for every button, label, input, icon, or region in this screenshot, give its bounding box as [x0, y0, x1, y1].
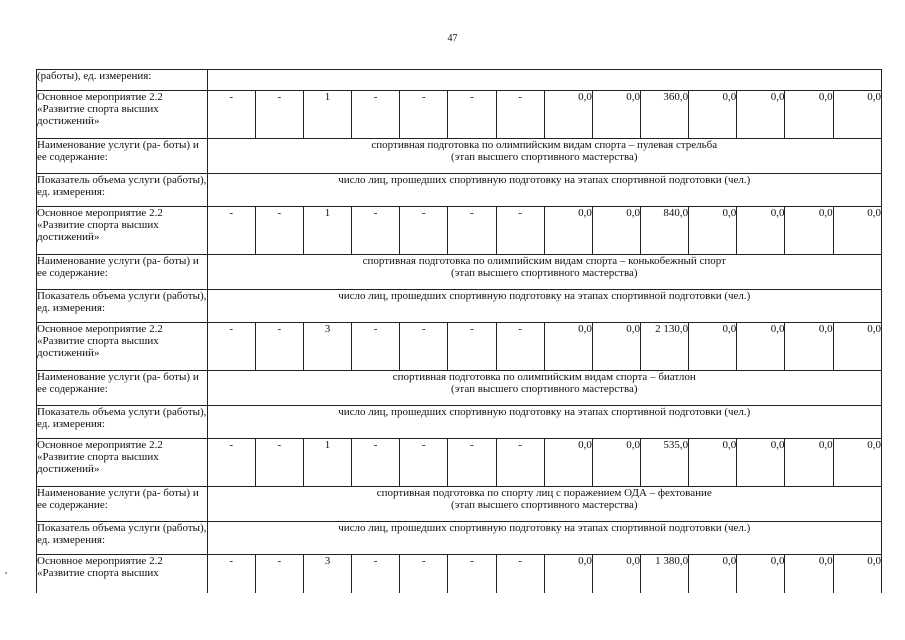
value-cell: 0,0: [544, 439, 592, 487]
value-cell: -: [400, 439, 448, 487]
value-cell: 0,0: [544, 91, 592, 139]
indicator-label: Показатель объема услуги (работы), ед. измерения:: [37, 290, 208, 323]
value-cell: -: [207, 207, 255, 255]
service-title: спортивная подготовка по олимпийским видам спорта – пулевая стрельба: [371, 139, 718, 151]
service-title: спортивная подготовка по олимпийским видам спорта – конькобежный спорт: [362, 255, 726, 267]
value-cell: -: [496, 323, 544, 371]
page-number: 47: [447, 33, 458, 44]
service-description: [207, 255, 881, 290]
value-cell: 3: [303, 555, 351, 594]
header-empty-cell: [207, 70, 881, 91]
header-label: (работы), ед. измерения:: [37, 70, 208, 91]
value-cell: -: [352, 555, 400, 594]
indicator-value: число лиц, прошедших спортивную подготовку на этапах спортивной подготовки (чел.): [207, 522, 881, 555]
value-cell: 0,0: [833, 207, 881, 255]
indicator-row: [37, 522, 882, 555]
value-cell: 1 380,0: [640, 555, 688, 594]
value-cell: 0,0: [689, 323, 737, 371]
activity-label: Основное мероприятие 2.2 «Развитие спорта высших достижений»: [37, 207, 208, 255]
value-cell: -: [496, 207, 544, 255]
service-name-row: [37, 255, 882, 290]
value-cell: -: [207, 323, 255, 371]
value-cell: 0,0: [592, 207, 640, 255]
value-cell: -: [448, 439, 496, 487]
activity-label: Основное мероприятие 2.2 «Развитие спорта высших: [37, 555, 208, 594]
value-cell: 0,0: [592, 439, 640, 487]
value-cell: -: [352, 207, 400, 255]
value-cell: 0,0: [785, 555, 833, 594]
service-name-row: [37, 487, 882, 522]
indicator-label: Показатель объема услуги (работы), ед. измерения:: [37, 174, 208, 207]
service-description: [207, 139, 881, 174]
value-cell: -: [400, 555, 448, 594]
value-cell: 0,0: [737, 207, 785, 255]
activity-row: [37, 439, 882, 487]
value-cell: 2 130,0: [640, 323, 688, 371]
value-cell: 0,0: [737, 91, 785, 139]
value-cell: 0,0: [689, 207, 737, 255]
scan-speck: [5, 572, 7, 574]
value-cell: 0,0: [833, 555, 881, 594]
indicator-value: число лиц, прошедших спортивную подготовку на этапах спортивной подготовки (чел.): [207, 406, 881, 439]
value-cell: 0,0: [544, 323, 592, 371]
activity-row: [37, 91, 882, 139]
value-cell: 0,0: [785, 323, 833, 371]
value-cell: 0,0: [689, 91, 737, 139]
value-cell: 0,0: [833, 323, 881, 371]
service-description: [207, 371, 881, 406]
service-stage: (этап высшего спортивного мастерства): [451, 383, 638, 395]
value-cell: 0,0: [544, 555, 592, 594]
value-cell: 1: [303, 207, 351, 255]
value-cell: -: [207, 439, 255, 487]
value-cell: -: [496, 439, 544, 487]
value-cell: -: [207, 91, 255, 139]
service-name-label: Наименование услуги (ра- боты) и ее содержание:: [37, 255, 208, 290]
value-cell: -: [496, 91, 544, 139]
activity-row: [37, 207, 882, 255]
value-cell: -: [255, 323, 303, 371]
value-cell: 3: [303, 323, 351, 371]
value-cell: -: [207, 555, 255, 594]
value-cell: 0,0: [785, 439, 833, 487]
service-stage: (этап высшего спортивного мастерства): [451, 267, 638, 279]
value-cell: 0,0: [544, 207, 592, 255]
service-name-label: Наименование услуги (ра- боты) и ее содержание:: [37, 139, 208, 174]
service-name-label: Наименование услуги (ра- боты) и ее содержание:: [37, 371, 208, 406]
value-cell: 0,0: [737, 323, 785, 371]
value-cell: 840,0: [640, 207, 688, 255]
value-cell: 0,0: [785, 207, 833, 255]
value-cell: -: [400, 323, 448, 371]
activity-row: [37, 323, 882, 371]
value-cell: 535,0: [640, 439, 688, 487]
value-cell: 0,0: [785, 91, 833, 139]
indicator-row: [37, 406, 882, 439]
service-name-row: [37, 139, 882, 174]
indicator-label: Показатель объема услуги (работы), ед. измерения:: [37, 406, 208, 439]
indicator-value: число лиц, прошедших спортивную подготовку на этапах спортивной подготовки (чел.): [207, 174, 881, 207]
value-cell: -: [448, 555, 496, 594]
value-cell: 0,0: [833, 91, 881, 139]
services-table: [36, 69, 882, 593]
indicator-label: Показатель объема услуги (работы), ед. измерения:: [37, 522, 208, 555]
value-cell: -: [255, 91, 303, 139]
value-cell: 0,0: [689, 555, 737, 594]
activity-label: Основное мероприятие 2.2 «Развитие спорта высших достижений»: [37, 439, 208, 487]
value-cell: 0,0: [592, 91, 640, 139]
value-cell: 0,0: [737, 555, 785, 594]
value-cell: -: [400, 207, 448, 255]
value-cell: -: [255, 555, 303, 594]
value-cell: -: [255, 207, 303, 255]
header-row: [37, 70, 882, 91]
value-cell: 0,0: [833, 439, 881, 487]
value-cell: -: [448, 91, 496, 139]
value-cell: -: [400, 91, 448, 139]
service-title: спортивная подготовка по олимпийским видам спорта – биатлон: [392, 371, 696, 383]
service-description: [207, 487, 881, 522]
value-cell: -: [352, 439, 400, 487]
value-cell: -: [352, 91, 400, 139]
value-cell: 0,0: [737, 439, 785, 487]
value-cell: 0,0: [592, 555, 640, 594]
value-cell: 1: [303, 91, 351, 139]
value-cell: -: [352, 323, 400, 371]
value-cell: 0,0: [689, 439, 737, 487]
value-cell: 0,0: [592, 323, 640, 371]
value-cell: -: [255, 439, 303, 487]
service-stage: (этап высшего спортивного мастерства): [451, 151, 638, 163]
value-cell: -: [496, 555, 544, 594]
value-cell: -: [448, 323, 496, 371]
service-name-row: [37, 371, 882, 406]
service-name-label: Наименование услуги (ра- боты) и ее содержание:: [37, 487, 208, 522]
value-cell: 360,0: [640, 91, 688, 139]
service-stage: (этап высшего спортивного мастерства): [451, 499, 638, 511]
value-cell: 1: [303, 439, 351, 487]
indicator-row: [37, 174, 882, 207]
activity-label: Основное мероприятие 2.2 «Развитие спорта высших достижений»: [37, 91, 208, 139]
value-cell: -: [448, 207, 496, 255]
activity-row: [37, 555, 882, 594]
activity-label: Основное мероприятие 2.2 «Развитие спорта высших достижений»: [37, 323, 208, 371]
service-title: спортивная подготовка по спорту лиц с поражением ОДА – фехтование: [376, 487, 712, 499]
indicator-value: число лиц, прошедших спортивную подготовку на этапах спортивной подготовки (чел.): [207, 290, 881, 323]
indicator-row: [37, 290, 882, 323]
